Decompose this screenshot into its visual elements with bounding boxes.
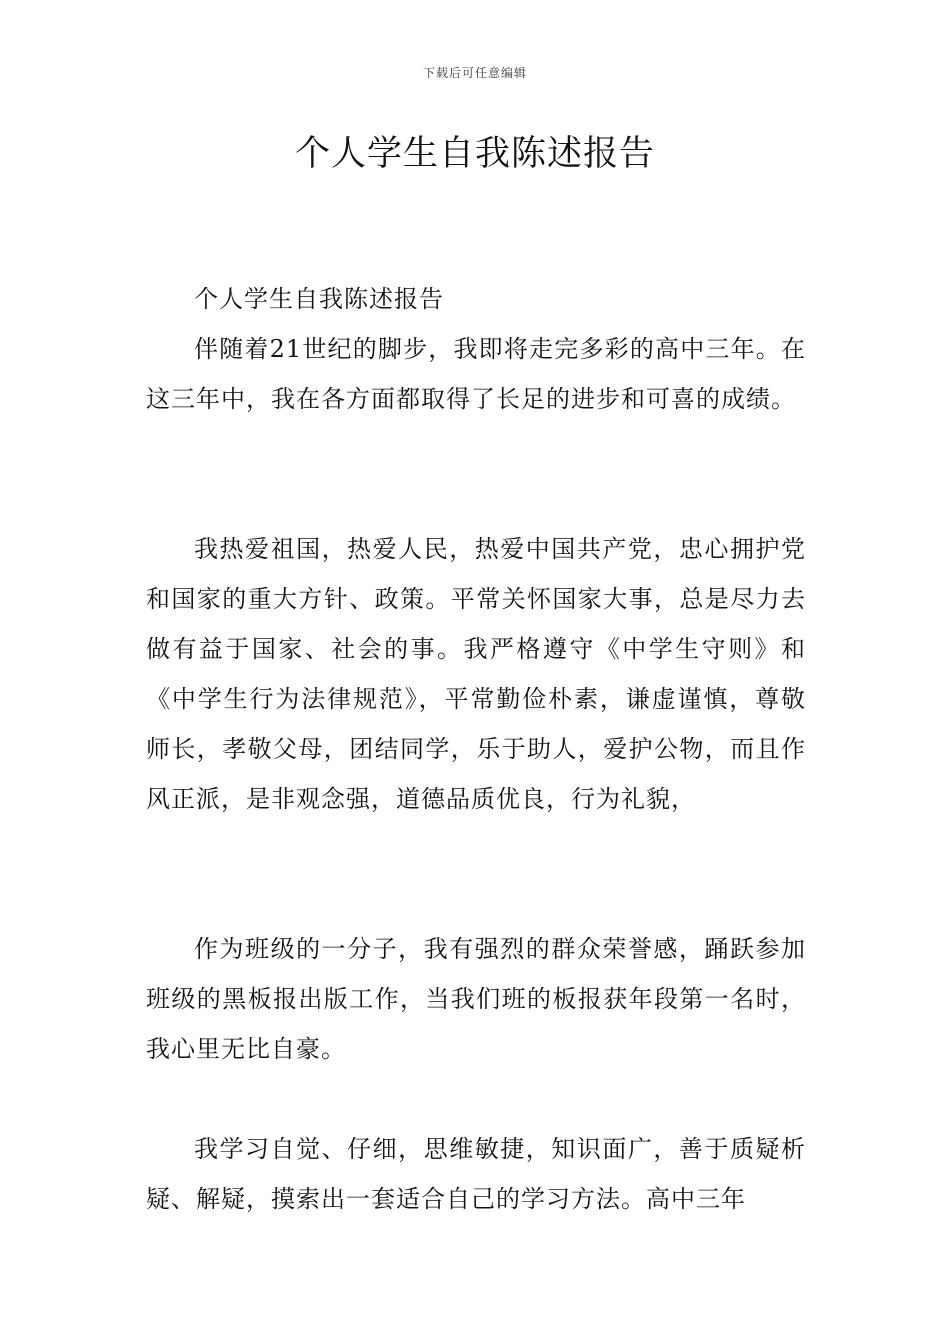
paragraph-block-2: [146, 524, 806, 824]
paragraph-block-4: [146, 1124, 806, 1224]
document-subtitle: 个人学生自我陈述报告: [194, 285, 444, 313]
paragraph: 伴随着21世纪的脚步，我即将走完多彩的高中三年。在这三年中，我在各方面都取得了长足的进步和可喜的成绩。: [146, 335, 806, 413]
paragraph-block-3: [146, 924, 806, 1074]
document-subtitle-block: [146, 274, 806, 324]
header-note: 下载后可任意编辑: [422, 66, 527, 80]
paragraph: 作为班级的一分子，我有强烈的群众荣誉感，踊跃参加班级的黑板报出版工作，当我们班的板报获年段第一名时，我心里无比自豪。: [146, 935, 806, 1063]
paragraph: 我学习自觉、仔细，思维敏捷，知识面广，善于质疑析疑、解疑，摸索出一套适合自己的学习方法。高中三年: [146, 1135, 806, 1213]
paragraph: 我热爱祖国，热爱人民，热爱中国共产党，忠心拥护党和国家的重大方针、政策。平常关怀国家大事，总是尽力去做有益于国家、社会的事。我严格遵守《中学生守则》和《中学生行为法律规范》，平常勤俭朴素，谦虚谨慎，尊敬师长，孝敬父母，团结同学，乐于助人，爱护公物，而且作风正派，是非观念强，道德品质优良，行为礼貌，: [146, 535, 806, 813]
document-title: 个人学生自我陈述报告: [294, 134, 655, 174]
paragraph-block-1: [146, 324, 806, 424]
